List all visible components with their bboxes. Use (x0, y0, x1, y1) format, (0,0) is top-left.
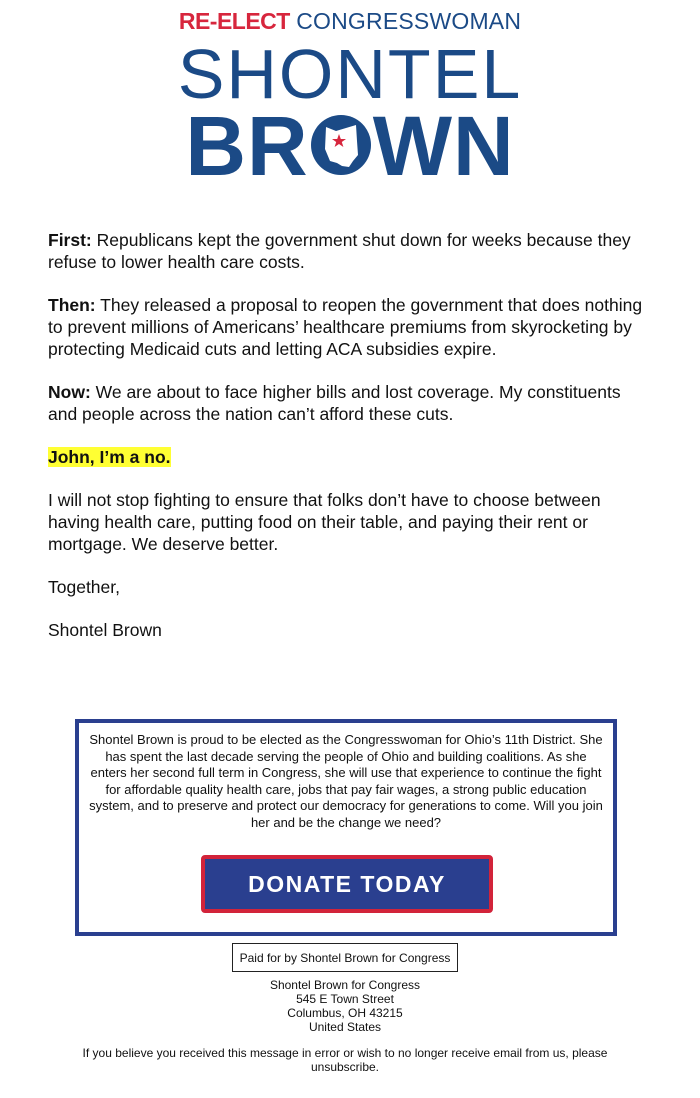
paragraph-now (48, 381, 648, 425)
paragraph-highlight (48, 446, 648, 468)
paid-for-disclaimer: Paid for by Shontel Brown for Congress (232, 943, 458, 972)
donation-callout-box (75, 719, 617, 936)
paragraph-then (48, 294, 648, 360)
first-text: Republicans kept the government shut down for weeks because they refuse to lower health care costs. (48, 230, 631, 272)
logo-last-name (0, 99, 700, 193)
now-label: Now: (48, 382, 91, 402)
unsubscribe-notice[interactable]: If you believe you received this message in error or wish to no longer receive email from us, please unsubscribe. (82, 1046, 608, 1074)
callout-text: Shontel Brown is proud to be elected as the Congresswoman for Ohio’s 11th District. She has spent the last decade serving the people of Ohio and building coalitions. As she enters her second full term in Congress, she will use that experience to continue the fight for affordable quality health care, jobs that pay fair wages, a strong public education system, and to preserve and protect our democracy for generations to come. Will you join her and be the change we need? (89, 732, 603, 830)
logo-last-name-post: WN (372, 99, 515, 193)
then-text: They released a proposal to reopen the government that does nothing to prevent millions of Americans’ healthcare premiums from skyrocketing by protecting Medicaid cuts and letting ACA subsidies expire. (48, 295, 643, 359)
signature: Shontel Brown (48, 620, 162, 640)
campaign-logo (0, 0, 700, 195)
now-text: We are about to face higher bills and lost coverage. My constituents and people across the nation can’t afford these cuts. (48, 382, 621, 424)
mailing-address (0, 978, 690, 1034)
address-org: Shontel Brown for Congress (269, 978, 421, 992)
first-label: First: (48, 230, 92, 250)
paragraph-first (48, 229, 648, 273)
ohio-map-icon (309, 109, 373, 179)
address-street: 545 E Town Street (296, 992, 394, 1006)
message-body (48, 229, 648, 662)
logo-title: CONGRESSWOMAN (296, 8, 522, 34)
closing: Together, (48, 577, 120, 597)
logo-first-name: SHONTEL (177, 35, 523, 113)
address-country: United States (308, 1020, 382, 1034)
logo-last-name-pre: BR (185, 99, 309, 193)
logo-re-elect: RE-ELECT (178, 8, 290, 34)
then-label: Then: (48, 295, 96, 315)
logo-tagline (0, 8, 700, 34)
highlighted-statement: John, I’m a no. (48, 447, 171, 467)
address-city: Columbus, OH 43215 (287, 1006, 403, 1020)
paragraph-commitment: I will not stop fighting to ensure that folks don’t have to choose between having health care, putting food on their table, and paying their rent or mortgage. We deserve better. (48, 490, 601, 554)
donate-button[interactable]: DONATE TODAY (201, 855, 493, 913)
